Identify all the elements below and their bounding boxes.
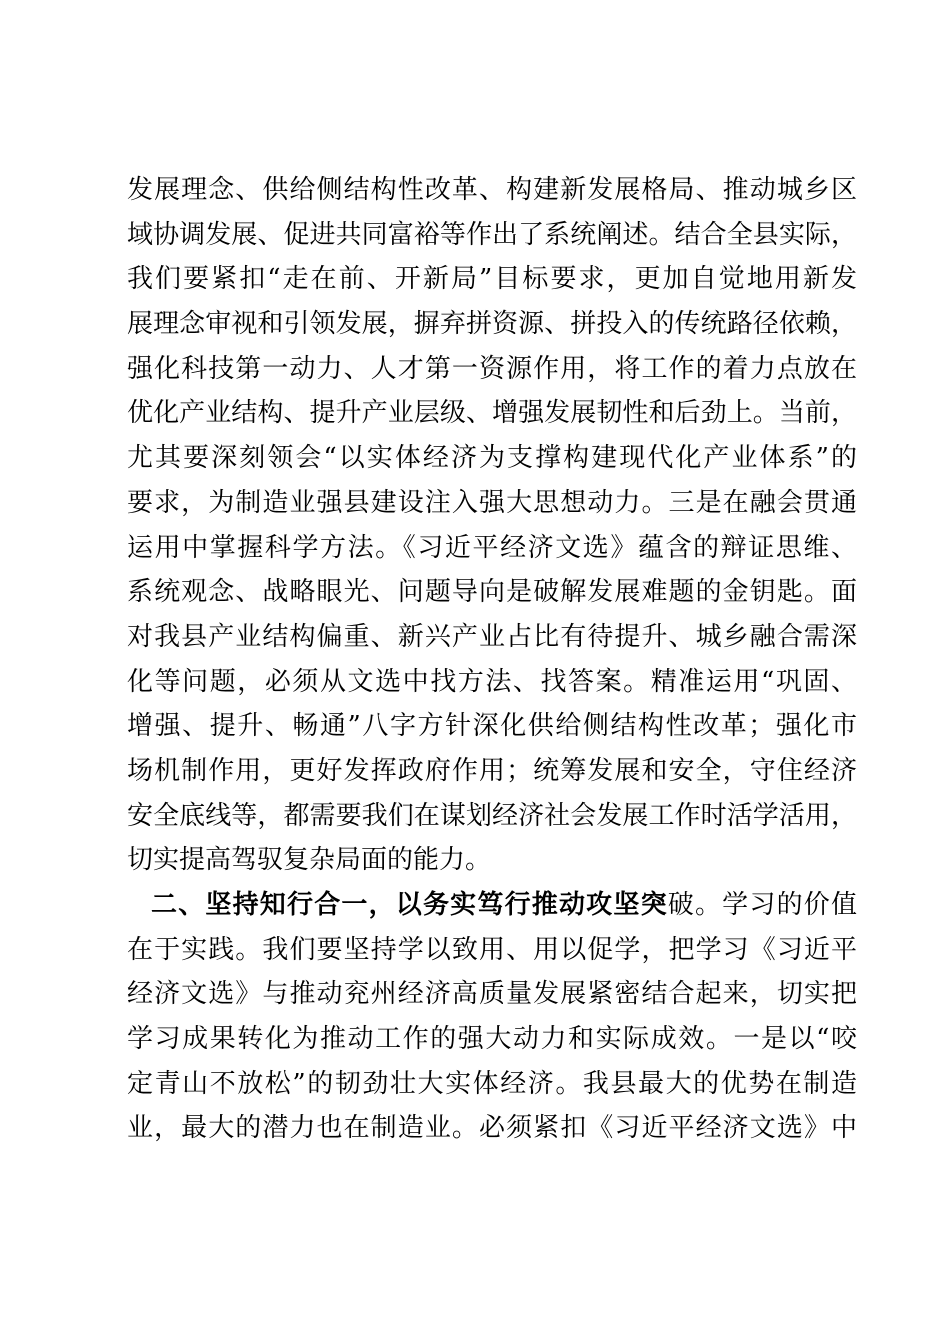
text-line: 我们要紧扣“走在前、开新局”目标要求，更加自觉地用新发 [127, 264, 857, 295]
heading-continuation: 破。学习的价值 [667, 890, 857, 920]
text-line: 要求，为制造业强县建设注入强大思想动力。三是在融会贯通 [127, 487, 857, 518]
text-line: 强化科技第一动力、人才第一资源作用，将工作的着力点放在 [127, 353, 857, 384]
text-line: 优化产业结构、提升产业层级、增强发展韧性和后劲上。当前， [127, 398, 857, 429]
text-line: 定青山不放松”的韧劲壮大实体经济。我县最大的优势在制造 [127, 1068, 857, 1099]
text-line: 化等问题，必须从文选中找方法、找答案。精准运用“巩固、 [127, 666, 857, 697]
text-line: 对我县产业结构偏重、新兴产业占比有待提升、城乡融合需深 [127, 621, 857, 652]
text-line: 安全底线等，都需要我们在谋划经济社会发展工作时活学活用， [127, 800, 857, 831]
text-line: 切实提高驾驭复杂局面的能力。 [127, 845, 492, 876]
text-line: 业，最大的潜力也在制造业。必须紧扣《习近平经济文选》中 [127, 1113, 857, 1144]
text-line: 学习成果转化为推动工作的强大动力和实际成效。一是以“咬 [127, 1024, 857, 1055]
text-line: 域协调发展、促进共同富裕等作出了系统阐述。结合全县实际， [127, 219, 857, 250]
paragraph-1 [127, 168, 857, 883]
text-line: 尤其要深刻领会“以实体经济为支撑构建现代化产业体系”的 [127, 443, 857, 474]
text-line [127, 883, 857, 928]
text-line: 发展理念、供给侧结构性改革、构建新发展格局、推动城乡区 [127, 175, 857, 205]
text-line: 场机制作用，更好发挥政府作用；统筹发展和安全，守住经济 [127, 755, 857, 786]
section-heading: 二、坚持知行合一，以务实笃行推动攻坚突 [151, 890, 668, 920]
text-line: 增强、提升、畅通”八字方针深化供给侧结构性改革；强化市 [127, 711, 857, 742]
document-page [127, 168, 857, 1151]
text-line: 系统观念、战略眼光、问题导向是破解发展难题的金钥匙。面 [127, 577, 857, 608]
paragraph-2 [127, 883, 857, 1151]
text-line: 经济文选》与推动兖州经济高质量发展紧密结合起来，切实把 [127, 979, 857, 1010]
text-line: 展理念审视和引领发展，摒弃拼资源、拼投入的传统路径依赖， [127, 309, 857, 340]
text-line: 在于实践。我们要坚持学以致用、用以促学，把学习《习近平 [127, 934, 857, 965]
text-line: 运用中掌握科学方法。《习近平经济文选》蕴含的辩证思维、 [127, 532, 857, 563]
